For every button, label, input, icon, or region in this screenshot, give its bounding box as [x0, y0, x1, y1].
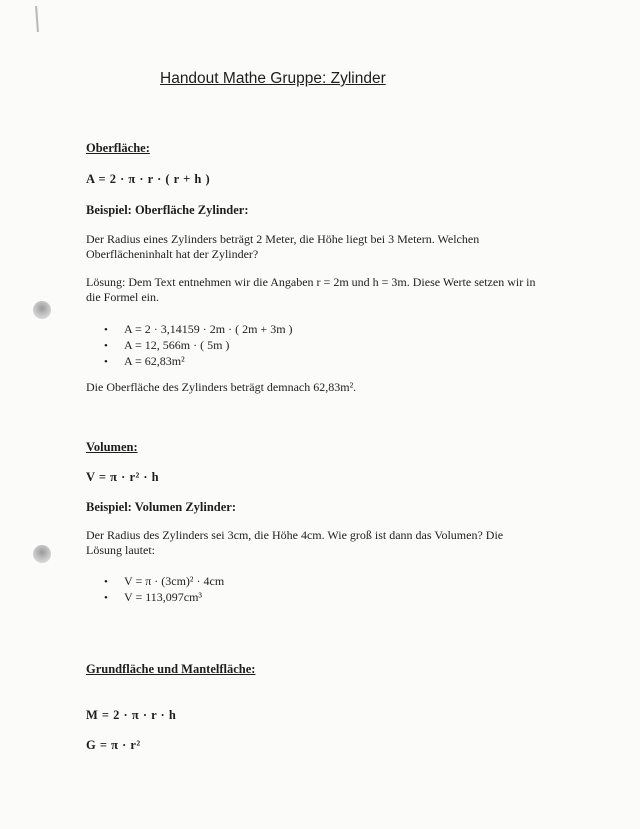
oberflaeche-question — [86, 232, 566, 262]
oberflaeche-question-line: Der Radius eines Zylinders beträgt 2 Meter, die Höhe liegt bei 3 Metern. Welchen — [86, 232, 480, 246]
punch-hole-top — [33, 301, 51, 319]
oberflaeche-question-line: Oberflächeninhalt hat der Zylinder? — [86, 247, 259, 261]
step-text: V = 113,097cm³ — [124, 590, 203, 604]
list-item — [104, 322, 293, 338]
volumen-question — [86, 528, 566, 558]
volumen-steps-list — [104, 574, 224, 606]
volumen-question-line: Lösung lautet: — [86, 543, 155, 557]
volumen-formula: V = π · r² · h — [86, 470, 160, 484]
list-item — [104, 338, 293, 354]
step-text: A = 62,83m² — [124, 354, 185, 368]
oberflaeche-conclusion: Die Oberfläche des Zylinders beträgt demnach 62,83m². — [86, 380, 357, 394]
document-title: Handout Mathe Gruppe: Zylinder — [160, 70, 386, 87]
oberflaeche-solution — [86, 275, 566, 305]
mantelflaeche-formula: M = 2 · π · r · h — [86, 708, 177, 722]
oberflaeche-heading: Oberfläche: — [86, 141, 150, 155]
bullet-icon: • — [104, 592, 108, 604]
oberflaeche-formula: A = 2 · π · r · ( r + h ) — [86, 172, 211, 186]
volumen-question-line: Der Radius des Zylinders sei 3cm, die Höhe 4cm. Wie groß ist dann das Volumen? Die — [86, 528, 504, 542]
oberflaeche-solution-line: Lösung: Dem Text entnehmen wir die Angaben r = 2m und h = 3m. Diese Werte setzen wir in — [86, 275, 536, 289]
oberflaeche-steps-list — [104, 322, 293, 370]
punch-hole-bottom — [33, 545, 51, 563]
grundflaeche-formula: G = π · r² — [86, 738, 141, 752]
list-item — [104, 574, 224, 590]
grundflaeche-heading: Grundfläche und Mantelfläche: — [86, 662, 256, 676]
bullet-icon: • — [104, 576, 108, 588]
step-text: A = 12, 566m · ( 5m ) — [124, 338, 230, 352]
volumen-heading: Volumen: — [86, 440, 138, 454]
volumen-example-heading: Beispiel: Volumen Zylinder: — [86, 500, 237, 514]
oberflaeche-example-heading: Beispiel: Oberfläche Zylinder: — [86, 203, 249, 217]
step-text: A = 2 · 3,14159 · 2m · ( 2m + 3m ) — [124, 322, 293, 336]
pen-mark — [35, 6, 39, 32]
bullet-icon: • — [104, 356, 108, 368]
oberflaeche-solution-line: die Formel ein. — [86, 290, 159, 304]
step-text: V = π · (3cm)² · 4cm — [124, 574, 225, 588]
bullet-icon: • — [104, 340, 108, 352]
bullet-icon: • — [104, 324, 108, 336]
list-item — [104, 590, 224, 606]
list-item — [104, 354, 293, 370]
